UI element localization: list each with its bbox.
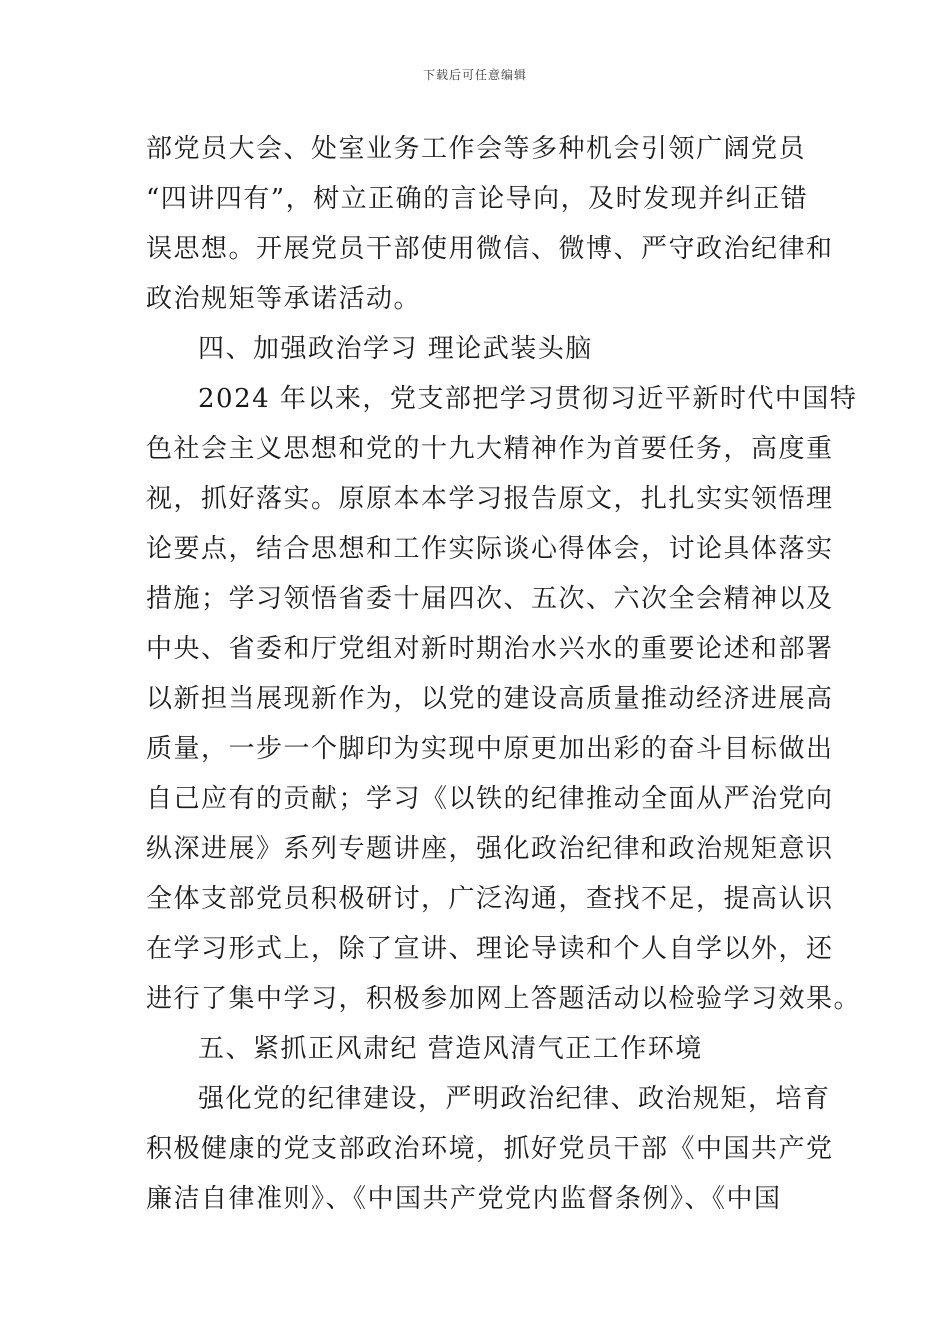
body-line: 积极健康的党支部政治环境，抓好党员干部《中国共产党 xyxy=(146,1134,834,1164)
body-line: 2024 年以来，党支部把学习贯彻习近平新时代中国特 xyxy=(198,384,858,414)
body-line: 自己应有的贡献；学习《以铁的纪律推动全面从严治党向 xyxy=(146,784,834,814)
body-line: 全体支部党员积极研讨，广泛沟通，查找不足，提高认识 xyxy=(146,884,834,914)
section-heading-4: 四、加强政治学习 理论武装头脑 xyxy=(198,334,593,364)
body-line: 误思想。开展党员干部使用微信、微博、严守政治纪律和 xyxy=(146,234,834,264)
body-line: 中央、省委和厅党组对新时期治水兴水的重要论述和部署 xyxy=(146,634,834,664)
body-line: 在学习形式上，除了宣讲、理论导读和个人自学以外，还 xyxy=(146,934,834,964)
body-line: 部党员大会、处室业务工作会等多种机会引领广阔党员 xyxy=(146,134,807,164)
body-line: “四讲四有”，树立正确的言论导向，及时发现并纠正错 xyxy=(146,184,809,214)
body-line: 强化党的纪律建设，严明政治纪律、政治规矩，培育 xyxy=(198,1084,831,1114)
page-header: 下载后可任意编辑 xyxy=(422,68,527,82)
body-line: 廉洁自律准则》、《中国共产党党内监督条例》、《中国 xyxy=(146,1184,782,1214)
body-line: 措施；学习领悟省委十届四次、五次、六次全会精神以及 xyxy=(146,584,834,614)
body-line: 政治规矩等承诺活动。 xyxy=(146,284,422,314)
body-line: 色社会主义思想和党的十九大精神作为首要任务，高度重 xyxy=(146,434,834,464)
body-line: 论要点，结合思想和工作实际谈心得体会，讨论具体落实 xyxy=(146,534,834,564)
body-line: 进行了集中学习，积极参加网上答题活动以检验学习效果。 xyxy=(146,984,862,1014)
body-line: 以新担当展现新作为，以党的建设高质量推动经济进展高 xyxy=(146,684,834,714)
body-line: 质量，一步一个脚印为实现中原更加出彩的奋斗目标做出 xyxy=(146,734,834,764)
body-line: 视，抓好落实。原原本本学习报告原文，扎扎实实领悟理 xyxy=(146,484,834,514)
section-heading-5: 五、紧抓正风肃纪 营造风清气正工作环境 xyxy=(198,1034,703,1064)
body-line: 纵深进展》系列专题讲座，强化政治纪律和政治规矩意识 xyxy=(146,834,834,864)
